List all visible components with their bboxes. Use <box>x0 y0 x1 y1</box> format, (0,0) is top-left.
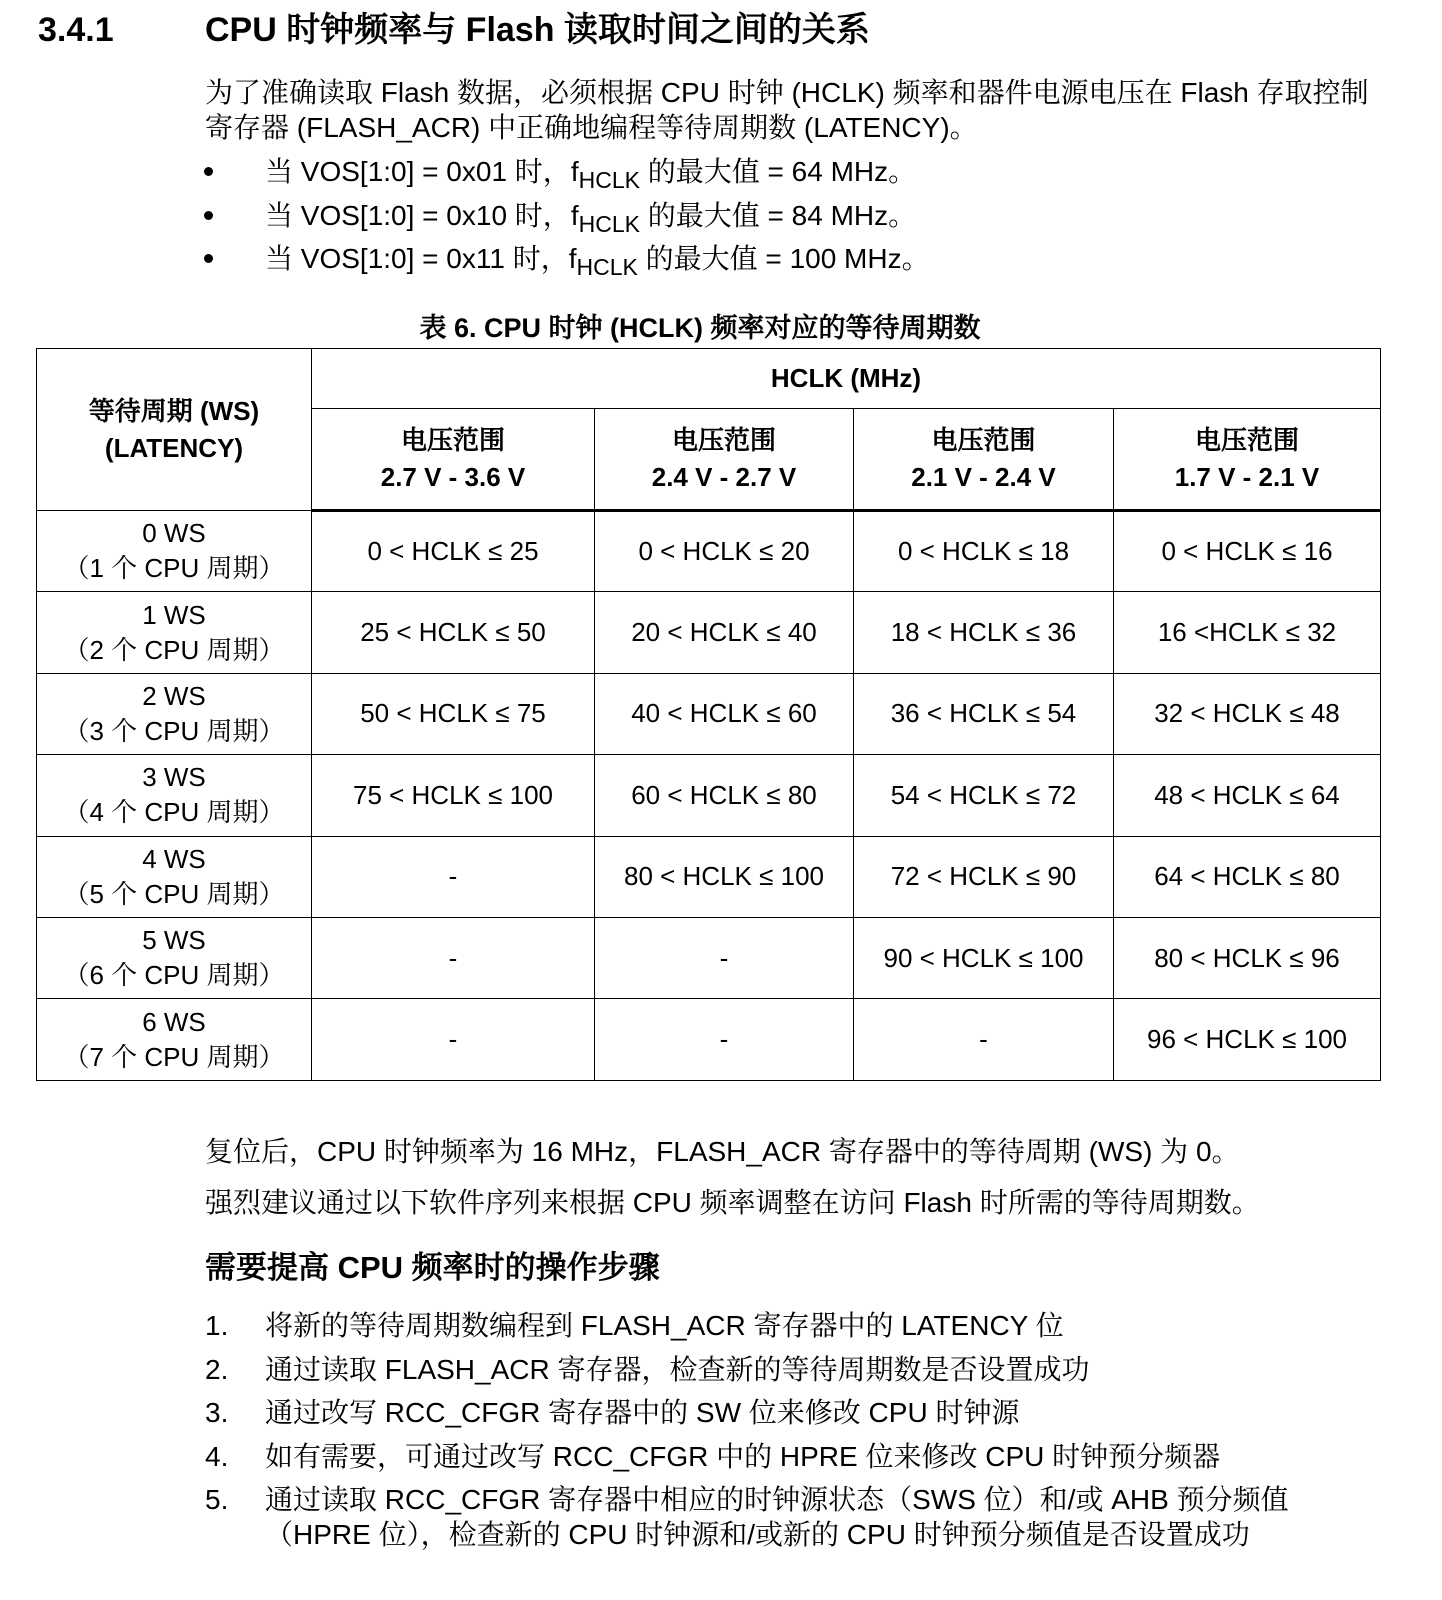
bullet-prefix: 当 VOS[1:0] = 0x11 时， <box>265 243 569 274</box>
cpu-cycles-label: （2 个 CPU 周期） <box>63 634 285 665</box>
table-row <box>37 592 1381 673</box>
row-header-cell <box>37 349 312 511</box>
voltage-range: 2.7 V - 3.6 V <box>380 462 526 492</box>
hclk-range-cell: - <box>312 999 595 1080</box>
bullet-text <box>265 150 916 194</box>
table-row <box>37 673 1381 754</box>
step-text: 通过读取 RCC_CFGR 寄存器中相应的时钟源状态（SWS 位）和/或 AHB 预分频值（HPRE 位），检查新的 CPU 时钟源和/或新的 CPU 时钟预分频值是否设置成功 <box>265 1484 1289 1550</box>
step-number: 1. <box>205 1310 229 1341</box>
reset-note: 复位后，CPU 时钟频率为 16 MHz，FLASH_ACR 寄存器中的等待周期 (WS) 为 0。 <box>205 1136 1240 1167</box>
hclk-range-cell: 0 < HCLK ≤ 20 <box>595 511 854 592</box>
section-title: CPU 时钟频率与 Flash 读取时间之间的关系 <box>205 11 870 49</box>
hclk-range-cell: 16 <HCLK ≤ 32 <box>1114 592 1381 673</box>
bullet-subscript: HCLK <box>578 210 640 237</box>
hclk-range-cell: 20 < HCLK ≤ 40 <box>595 592 854 673</box>
table-header-row <box>37 349 1381 409</box>
voltage-label: 电压范围 <box>400 425 505 455</box>
row-header-line: 等待周期 (WS) <box>88 395 260 426</box>
wait-state-label: 3 WS <box>142 762 206 793</box>
procedure-step-list <box>205 1308 1385 1561</box>
row-header-line: (LATENCY) <box>104 432 244 463</box>
cpu-cycles-label: （5 个 CPU 周期） <box>63 878 285 909</box>
bullet-suffix: 的最大值 = 64 MHz。 <box>639 156 917 187</box>
wait-state-cell <box>37 511 312 592</box>
hclk-range-cell: 60 < HCLK ≤ 80 <box>595 755 854 836</box>
hclk-range-cell: 0 < HCLK ≤ 16 <box>1114 511 1381 592</box>
step-number: 2. <box>205 1353 229 1385</box>
hclk-range-cell: 72 < HCLK ≤ 90 <box>854 836 1114 917</box>
table-row <box>37 999 1381 1080</box>
hclk-range-cell: 0 < HCLK ≤ 25 <box>312 511 595 592</box>
wait-state-cell <box>37 999 312 1080</box>
hclk-range-cell: - <box>854 999 1114 1080</box>
hclk-range-cell: 50 < HCLK ≤ 75 <box>312 673 595 754</box>
voltage-column-header <box>312 409 595 511</box>
bullet-item <box>205 237 1383 281</box>
vos-bullet-list <box>205 150 1383 281</box>
voltage-label: 电压范围 <box>1194 425 1299 455</box>
wait-state-label: 2 WS <box>142 680 206 711</box>
wait-state-cell <box>37 917 312 998</box>
list-item <box>205 1482 1385 1552</box>
voltage-range: 2.4 V - 2.7 V <box>651 462 797 492</box>
hclk-group-header: HCLK (MHz) <box>312 349 1381 409</box>
cpu-cycles-label: （3 个 CPU 周期） <box>63 715 285 746</box>
bullet-prefix: 当 VOS[1:0] = 0x10 时， <box>265 199 571 231</box>
list-item <box>205 1395 1385 1430</box>
wait-state-label: 5 WS <box>142 925 206 956</box>
wait-state-table <box>36 348 1381 1081</box>
bullet-prefix: 当 VOS[1:0] = 0x01 时， <box>265 156 571 187</box>
hclk-range-cell: 75 < HCLK ≤ 100 <box>312 755 595 836</box>
hclk-range-cell: 36 < HCLK ≤ 54 <box>854 673 1114 754</box>
hclk-range-cell: 80 < HCLK ≤ 100 <box>595 836 854 917</box>
step-number: 4. <box>205 1440 229 1472</box>
hclk-range-cell: - <box>312 917 595 998</box>
bullet-variable: f <box>570 199 579 231</box>
bullet-text <box>265 237 930 281</box>
hclk-range-cell: 32 < HCLK ≤ 48 <box>1114 673 1381 754</box>
hclk-range-cell: - <box>595 917 854 998</box>
step-text: 通过改写 RCC_CFGR 寄存器中的 SW 位来修改 CPU 时钟源 <box>265 1397 1020 1428</box>
bullet-variable: f <box>568 243 577 274</box>
voltage-label: 电压范围 <box>671 425 776 455</box>
step-text: 通过读取 FLASH_ACR 寄存器，检查新的等待周期数是否设置成功 <box>265 1353 1090 1385</box>
bullet-subscript: HCLK <box>576 254 638 280</box>
cpu-cycles-label: （1 个 CPU 周期） <box>63 553 285 584</box>
table-row <box>37 836 1381 917</box>
step-text: 将新的等待周期数编程到 FLASH_ACR 寄存器中的 LATENCY 位 <box>265 1310 1064 1341</box>
procedure-heading: 需要提高 CPU 频率时的操作步骤 <box>205 1250 660 1285</box>
bullet-item <box>205 150 1383 194</box>
bullet-variable: f <box>570 156 579 187</box>
bullet-item <box>205 194 1383 238</box>
wait-state-label: 1 WS <box>142 599 206 630</box>
hclk-range-cell: 80 < HCLK ≤ 96 <box>1114 917 1381 998</box>
hclk-range-cell: - <box>312 836 595 917</box>
table-caption: 表 6. CPU 时钟 (HCLK) 频率对应的等待周期数 <box>419 313 981 343</box>
step-text: 如有需要，可通过改写 RCC_CFGR 中的 HPRE 位来修改 CPU 时钟预分频器 <box>265 1440 1221 1472</box>
hclk-range-cell: 18 < HCLK ≤ 36 <box>854 592 1114 673</box>
hclk-range-cell: 48 < HCLK ≤ 64 <box>1114 755 1381 836</box>
hclk-range-cell: 96 < HCLK ≤ 100 <box>1114 999 1381 1080</box>
cpu-cycles-label: （4 个 CPU 周期） <box>63 797 285 828</box>
wait-state-cell <box>37 673 312 754</box>
cpu-cycles-label: （6 个 CPU 周期） <box>63 960 285 991</box>
wait-state-label: 0 WS <box>142 518 206 549</box>
bullet-marker-icon <box>204 211 213 220</box>
wait-state-cell <box>37 755 312 836</box>
hclk-range-cell: - <box>595 999 854 1080</box>
hclk-range-cell: 40 < HCLK ≤ 60 <box>595 673 854 754</box>
wait-state-label: 4 WS <box>142 843 206 874</box>
hclk-range-cell: 64 < HCLK ≤ 80 <box>1114 836 1381 917</box>
recommendation-note: 强烈建议通过以下软件序列来根据 CPU 频率调整在访问 Flash 时所需的等待周期数。 <box>205 1187 1260 1218</box>
list-item <box>205 1352 1385 1387</box>
voltage-range: 2.1 V - 2.4 V <box>911 462 1056 492</box>
voltage-column-header <box>595 409 854 511</box>
voltage-column-header <box>854 409 1114 511</box>
wait-state-cell <box>37 836 312 917</box>
bullet-suffix: 的最大值 = 84 MHz。 <box>639 199 917 231</box>
voltage-label: 电压范围 <box>931 425 1036 455</box>
step-number: 5. <box>205 1484 229 1515</box>
list-item <box>205 1308 1385 1343</box>
bullet-text <box>265 194 916 238</box>
table-row <box>37 755 1381 836</box>
hclk-range-cell: 25 < HCLK ≤ 50 <box>312 592 595 673</box>
wait-state-cell <box>37 592 312 673</box>
intro-paragraph: 为了准确读取 Flash 数据，必须根据 CPU 时钟 (HCLK) 频率和器件电源电压在 Flash 存取控制寄存器 (FLASH_ACR) 中正确地编程等待周期数 (LATENCY)。 <box>205 77 1369 143</box>
bullet-suffix: 的最大值 = 100 MHz。 <box>637 243 930 274</box>
hclk-range-cell: 90 < HCLK ≤ 100 <box>854 917 1114 998</box>
step-number: 3. <box>205 1397 229 1428</box>
section-number: 3.4.1 <box>38 11 114 49</box>
voltage-column-header <box>1114 409 1381 511</box>
voltage-range: 1.7 V - 2.1 V <box>1174 462 1320 492</box>
bullet-subscript: HCLK <box>578 167 640 193</box>
wait-state-label: 6 WS <box>142 1006 206 1037</box>
table-row <box>37 917 1381 998</box>
table-row <box>37 511 1381 592</box>
bullet-marker-icon <box>204 167 213 176</box>
hclk-range-cell: 54 < HCLK ≤ 72 <box>854 755 1114 836</box>
cpu-cycles-label: （7 个 CPU 周期） <box>63 1041 285 1072</box>
hclk-range-cell: 0 < HCLK ≤ 18 <box>854 511 1114 592</box>
list-item <box>205 1439 1385 1474</box>
bullet-marker-icon <box>204 254 213 263</box>
